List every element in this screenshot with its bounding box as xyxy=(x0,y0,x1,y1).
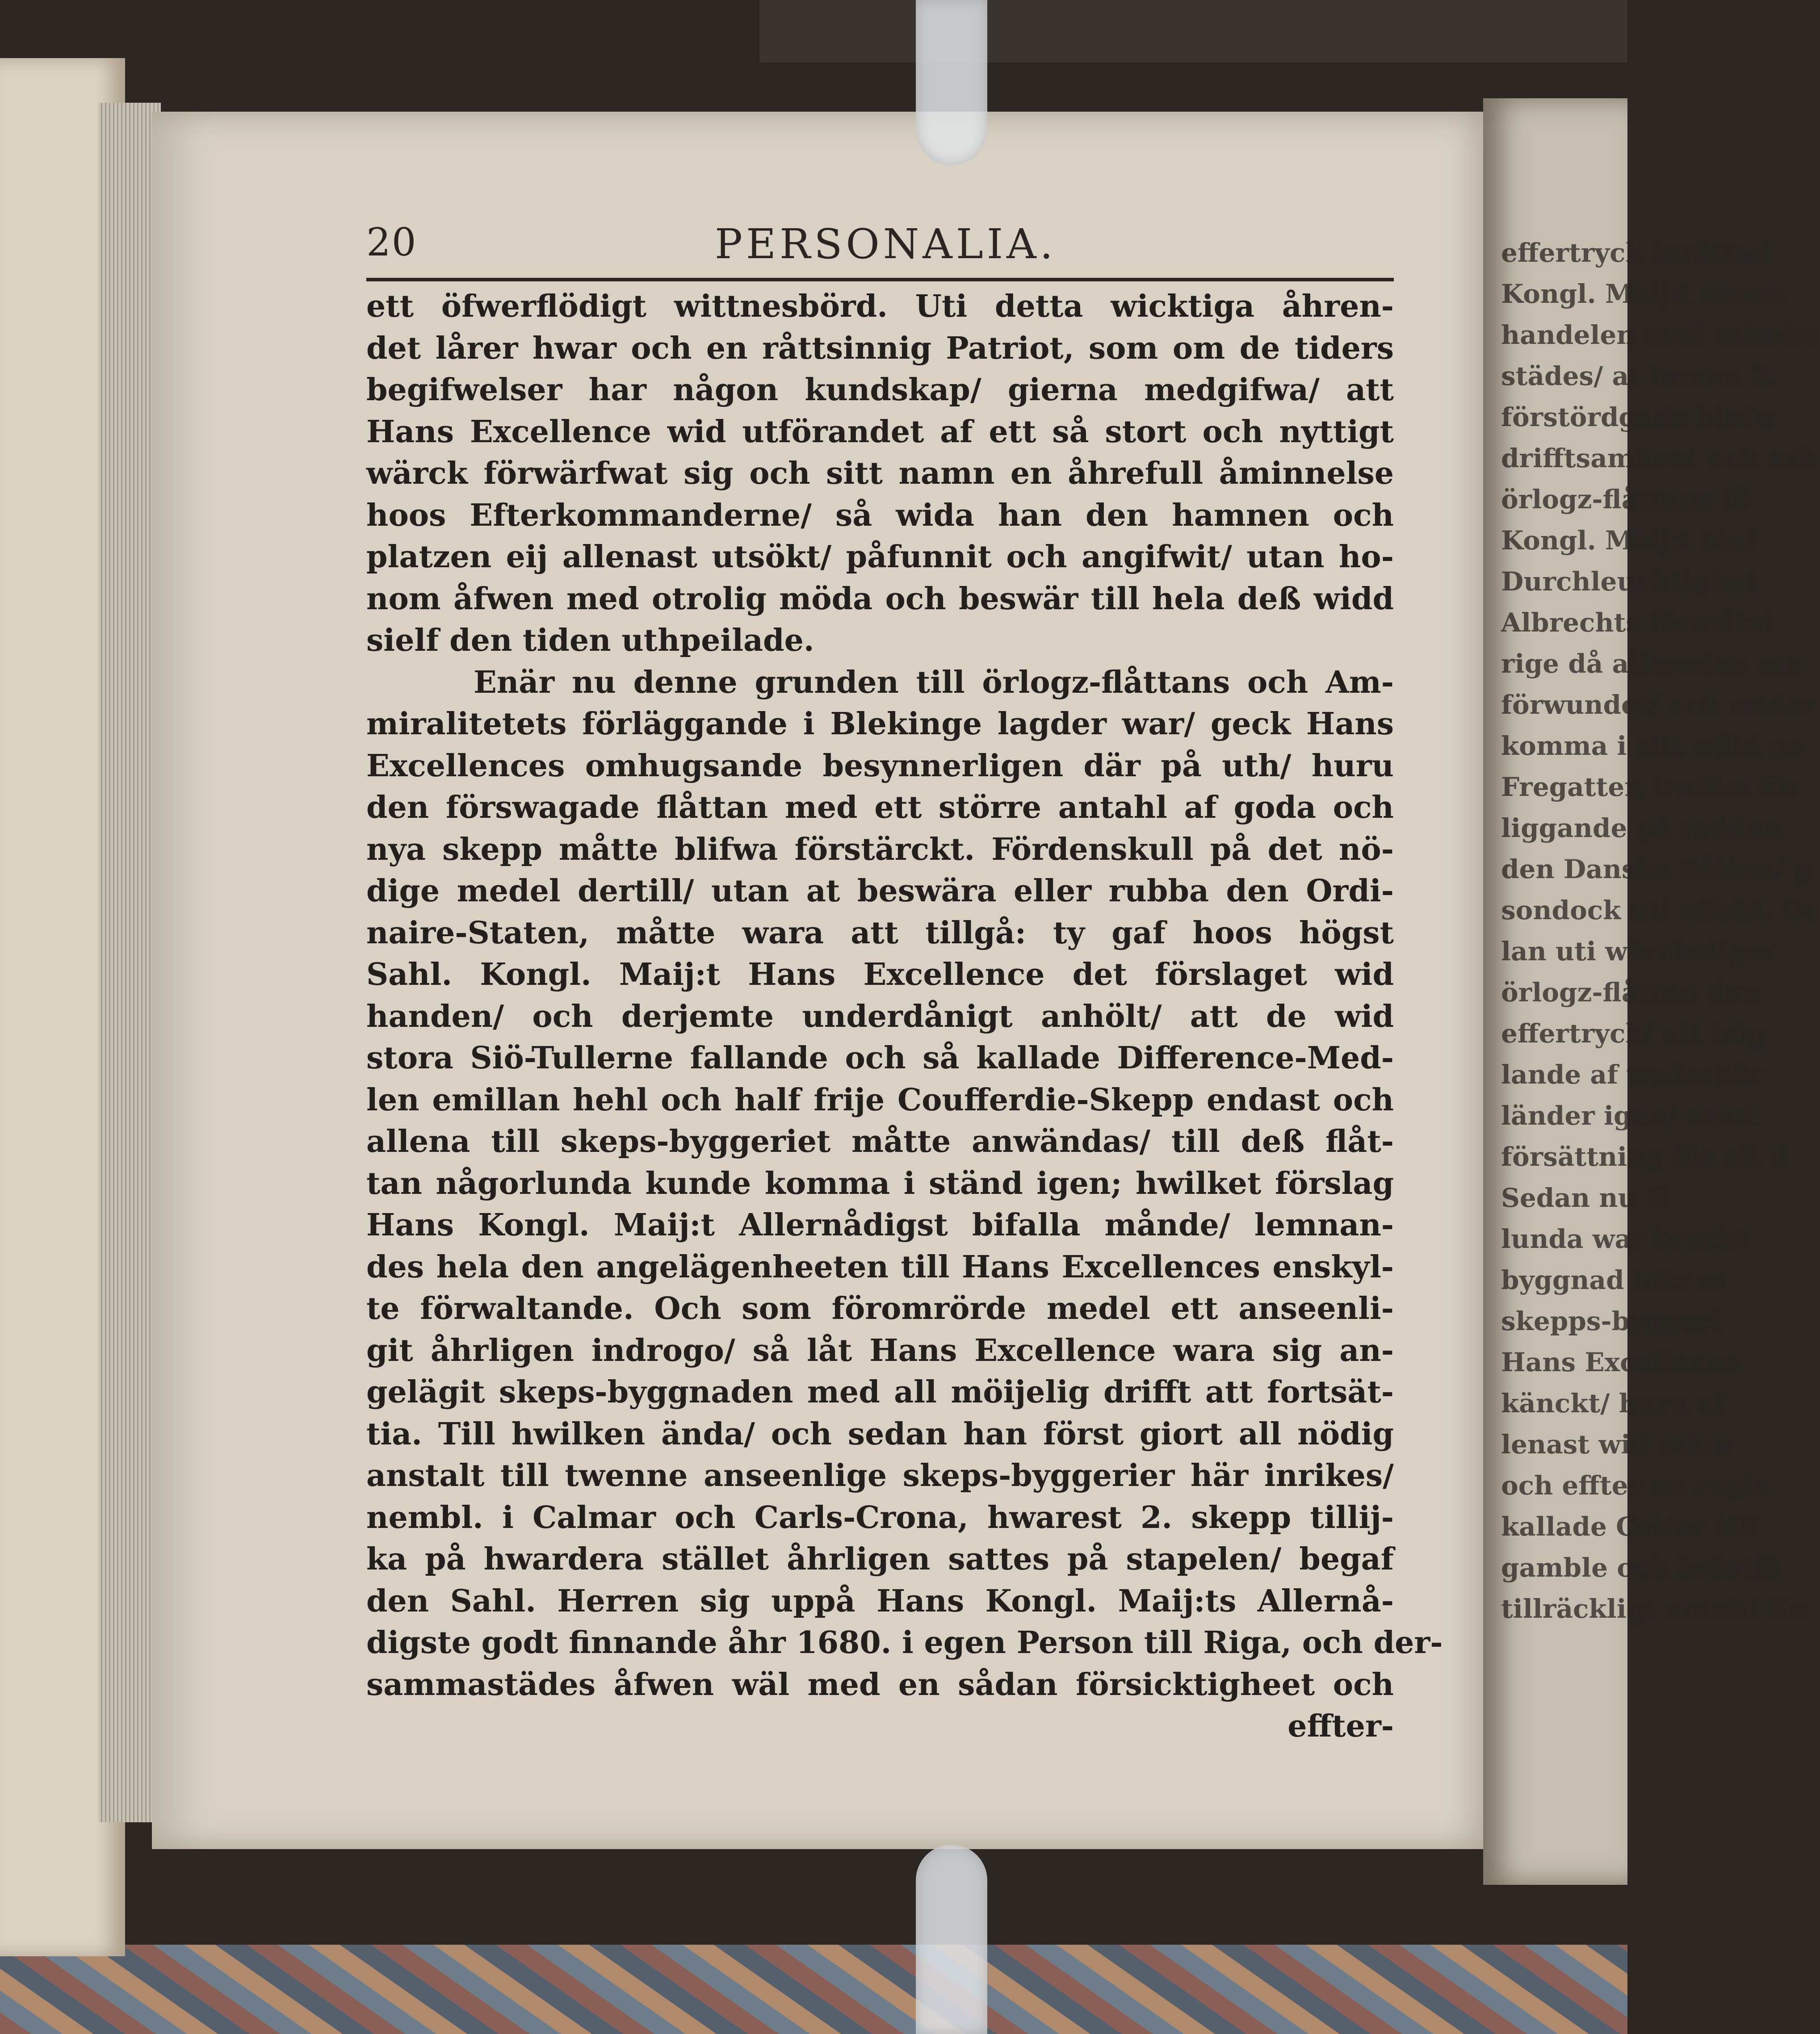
facing-text-line: tillräckligt antahl Ku xyxy=(1501,1594,1808,1624)
text-line: hoos Efterkommanderne/ så wida han den hamnen och xyxy=(366,497,1394,533)
text-line: len emillan hehl och half frije Coufferdie-Skepp endast och xyxy=(366,1082,1394,1118)
facing-text-line: örlogz-flåttans fö xyxy=(1501,484,1750,515)
facing-text-line: Sedan nu H xyxy=(1501,1183,1670,1213)
text-line: platzen eij allenast utsökt/ påfunnit och angifwit/ utan ho- xyxy=(366,539,1394,575)
facing-text-line: skepps-byggeri xyxy=(1501,1306,1721,1336)
facing-text-line: lunda war bracht xyxy=(1501,1224,1749,1254)
text-line: allena till skeps-byggeriet måtte anwändas/ till deß flåt- xyxy=(366,1124,1394,1159)
text-line: den Sahl. Herren sig uppå Hans Kongl. Maij:ts Allernå- xyxy=(366,1583,1394,1619)
facing-text-line: kallade Cetter till xyxy=(1501,1511,1758,1542)
text-line: Sahl. Kongl. Maij:t Hans Excellence det förslaget wid xyxy=(366,957,1394,992)
body-text xyxy=(366,286,1443,1748)
facing-text-line: byggnad ickr m xyxy=(1501,1265,1727,1295)
facing-text-line: känckt/ huru af xyxy=(1501,1388,1726,1419)
facing-text-line: Kongl. Maij:t blef xyxy=(1501,525,1756,556)
facing-text-line: Kongl. Maij:t samm xyxy=(1501,279,1787,309)
text-line: anstalt till twenne anseenlige skeps-byggerier här inrikes/ xyxy=(366,1458,1394,1494)
text-line: des hela den angelägenheeten till Hans Excellences enskyl- xyxy=(366,1249,1394,1285)
text-line: wärck förwärfwat sig och sitt namn en åhrefull åminnelse xyxy=(366,456,1394,491)
text-line: git åhrligen indrogo/ så låt Hans Excellence wara sig an- xyxy=(366,1332,1394,1369)
catchword: effter- xyxy=(1287,1708,1394,1744)
running-head: PERSONALIA. xyxy=(715,220,1057,268)
facing-text-line: länder igen/ samt xyxy=(1501,1101,1757,1131)
facing-text-line: effertryck inrättad xyxy=(1501,238,1770,268)
text-line: dige medel dertill/ utan at beswära eller rubba den Ordi- xyxy=(366,873,1394,909)
facing-text-line: lande af wederbör xyxy=(1501,1059,1763,1090)
text-line: stora Siö-Tullerne fallande och så kallade Difference-Med- xyxy=(366,1040,1394,1076)
facing-text-line: Fregatter, hwilka för xyxy=(1501,772,1801,802)
facing-text-line: handelen med misshu xyxy=(1501,320,1820,350)
facing-text-line: försättning för all d xyxy=(1501,1142,1788,1172)
text-line: Excellences omhugsande besynnerligen där på uth/ huru xyxy=(366,748,1394,784)
text-line: digste godt finnande åhr 1680. i egen Person till Riga, och der- xyxy=(366,1625,1443,1661)
text-line: sammastädes åfwen wäl med en sådan försicktigheet och xyxy=(366,1666,1394,1703)
facing-text-line: den Danska flåttan/ g xyxy=(1501,854,1812,884)
facing-text-line: liggande på redden xyxy=(1501,813,1782,843)
text-line: det lårer hwar och en råttsinnig Patriot, som om de tiders xyxy=(366,330,1394,366)
fabric-background xyxy=(0,1945,1627,2034)
facing-text-line: och effter en regle xyxy=(1501,1470,1770,1501)
text-line: Hans Excellence wid utförandet af ett så stort och nyttigt xyxy=(366,414,1394,450)
facing-text-line: effertryck/ att hög xyxy=(1501,1018,1766,1049)
text-line: den förswagade flåttan med ett större antahl af goda och xyxy=(366,790,1394,825)
page-header xyxy=(366,220,1398,278)
text-line: nom åfwen med otrolig möda och beswär till hela deß widd xyxy=(366,581,1394,617)
page-number: 20 xyxy=(366,220,417,265)
facing-text-line: gamble och bröstfä xyxy=(1501,1553,1782,1583)
facing-text-line: Albrechts förmåtet xyxy=(1501,607,1776,638)
page-stack-edges xyxy=(98,103,161,1822)
facing-text-line: Durchleuchtighet xyxy=(1501,566,1758,597)
book-clip-bottom xyxy=(916,1845,987,2034)
book-cover-board xyxy=(759,0,1627,63)
facing-text-line: Hans Excellence xyxy=(1501,1347,1740,1377)
text-line: ka på hwardera stället åhrligen sattes på stapelen/ begaf xyxy=(366,1541,1394,1577)
text-line: te förwaltande. Och som föromrörde medel ett anseenli- xyxy=(366,1291,1394,1327)
facing-text-line: sondock uti effekt. Oc xyxy=(1501,895,1820,925)
facing-text-line: lan uti wärckeliger xyxy=(1501,936,1776,967)
text-line: Hans Kongl. Maij:t Allernådigst bifalla månde/ lemnan- xyxy=(366,1207,1394,1243)
facing-text-line: drifftsamheet och arb xyxy=(1501,443,1817,473)
facing-text-line: förwundet/ och under xyxy=(1501,690,1815,720)
facing-page-text xyxy=(1483,98,1820,1629)
text-line: ett öfwerflödigt wittnesbörd. Uti detta wicktiga åhren- xyxy=(366,289,1394,324)
text-line: nembl. i Calmar och Carls-Crona, hwarest 2. skepp tillij- xyxy=(366,1499,1394,1536)
text-line: tan någorlunda kunde komma i ständ igen; hwilket förslag xyxy=(366,1165,1394,1201)
book-clip-top xyxy=(916,0,987,165)
text-line: Enär nu denne grunden till örlogz-flåttans och Am- xyxy=(474,664,1394,700)
text-line: begifwelser har någon kundskap/ gierna medgifwa/ att xyxy=(366,372,1394,408)
facing-text-line: örlogz-flåttan den xyxy=(1501,977,1761,1008)
text-line: naire-Staten, måtte wara att tillgå: ty gaf hoos högst xyxy=(366,915,1394,951)
text-line: nya skepp måtte blifwa förstärckt. Fördenskull på det nö- xyxy=(366,831,1394,867)
text-line: handen/ och derjemte underdånigt anhölt/ att de wid xyxy=(366,998,1394,1034)
text-line: miralitetets förläggande i Blekinge lagder war/ geck Hans xyxy=(366,706,1394,742)
text-line: gelägit skeps-byggnaden med all möijelig drifft att fortsät- xyxy=(366,1374,1394,1410)
text-line: tia. Till hwilken ända/ och sedan han först giort all nödig xyxy=(366,1416,1394,1452)
facing-text-line: lenast wid märe xyxy=(1501,1429,1732,1460)
facing-page xyxy=(1483,98,1820,1885)
header-rule xyxy=(366,278,1394,281)
facing-text-line: rige då allaredan ma xyxy=(1501,649,1803,679)
facing-text-line: förstördgade blefw xyxy=(1501,402,1775,432)
body-lines xyxy=(366,286,1443,1706)
facing-text-line: städes/ at innom 3. xyxy=(1501,361,1778,391)
text-line: sielf den tiden uthpeilade. xyxy=(366,623,814,658)
facing-text-line: komma i sitt wäld ge xyxy=(1501,731,1804,761)
